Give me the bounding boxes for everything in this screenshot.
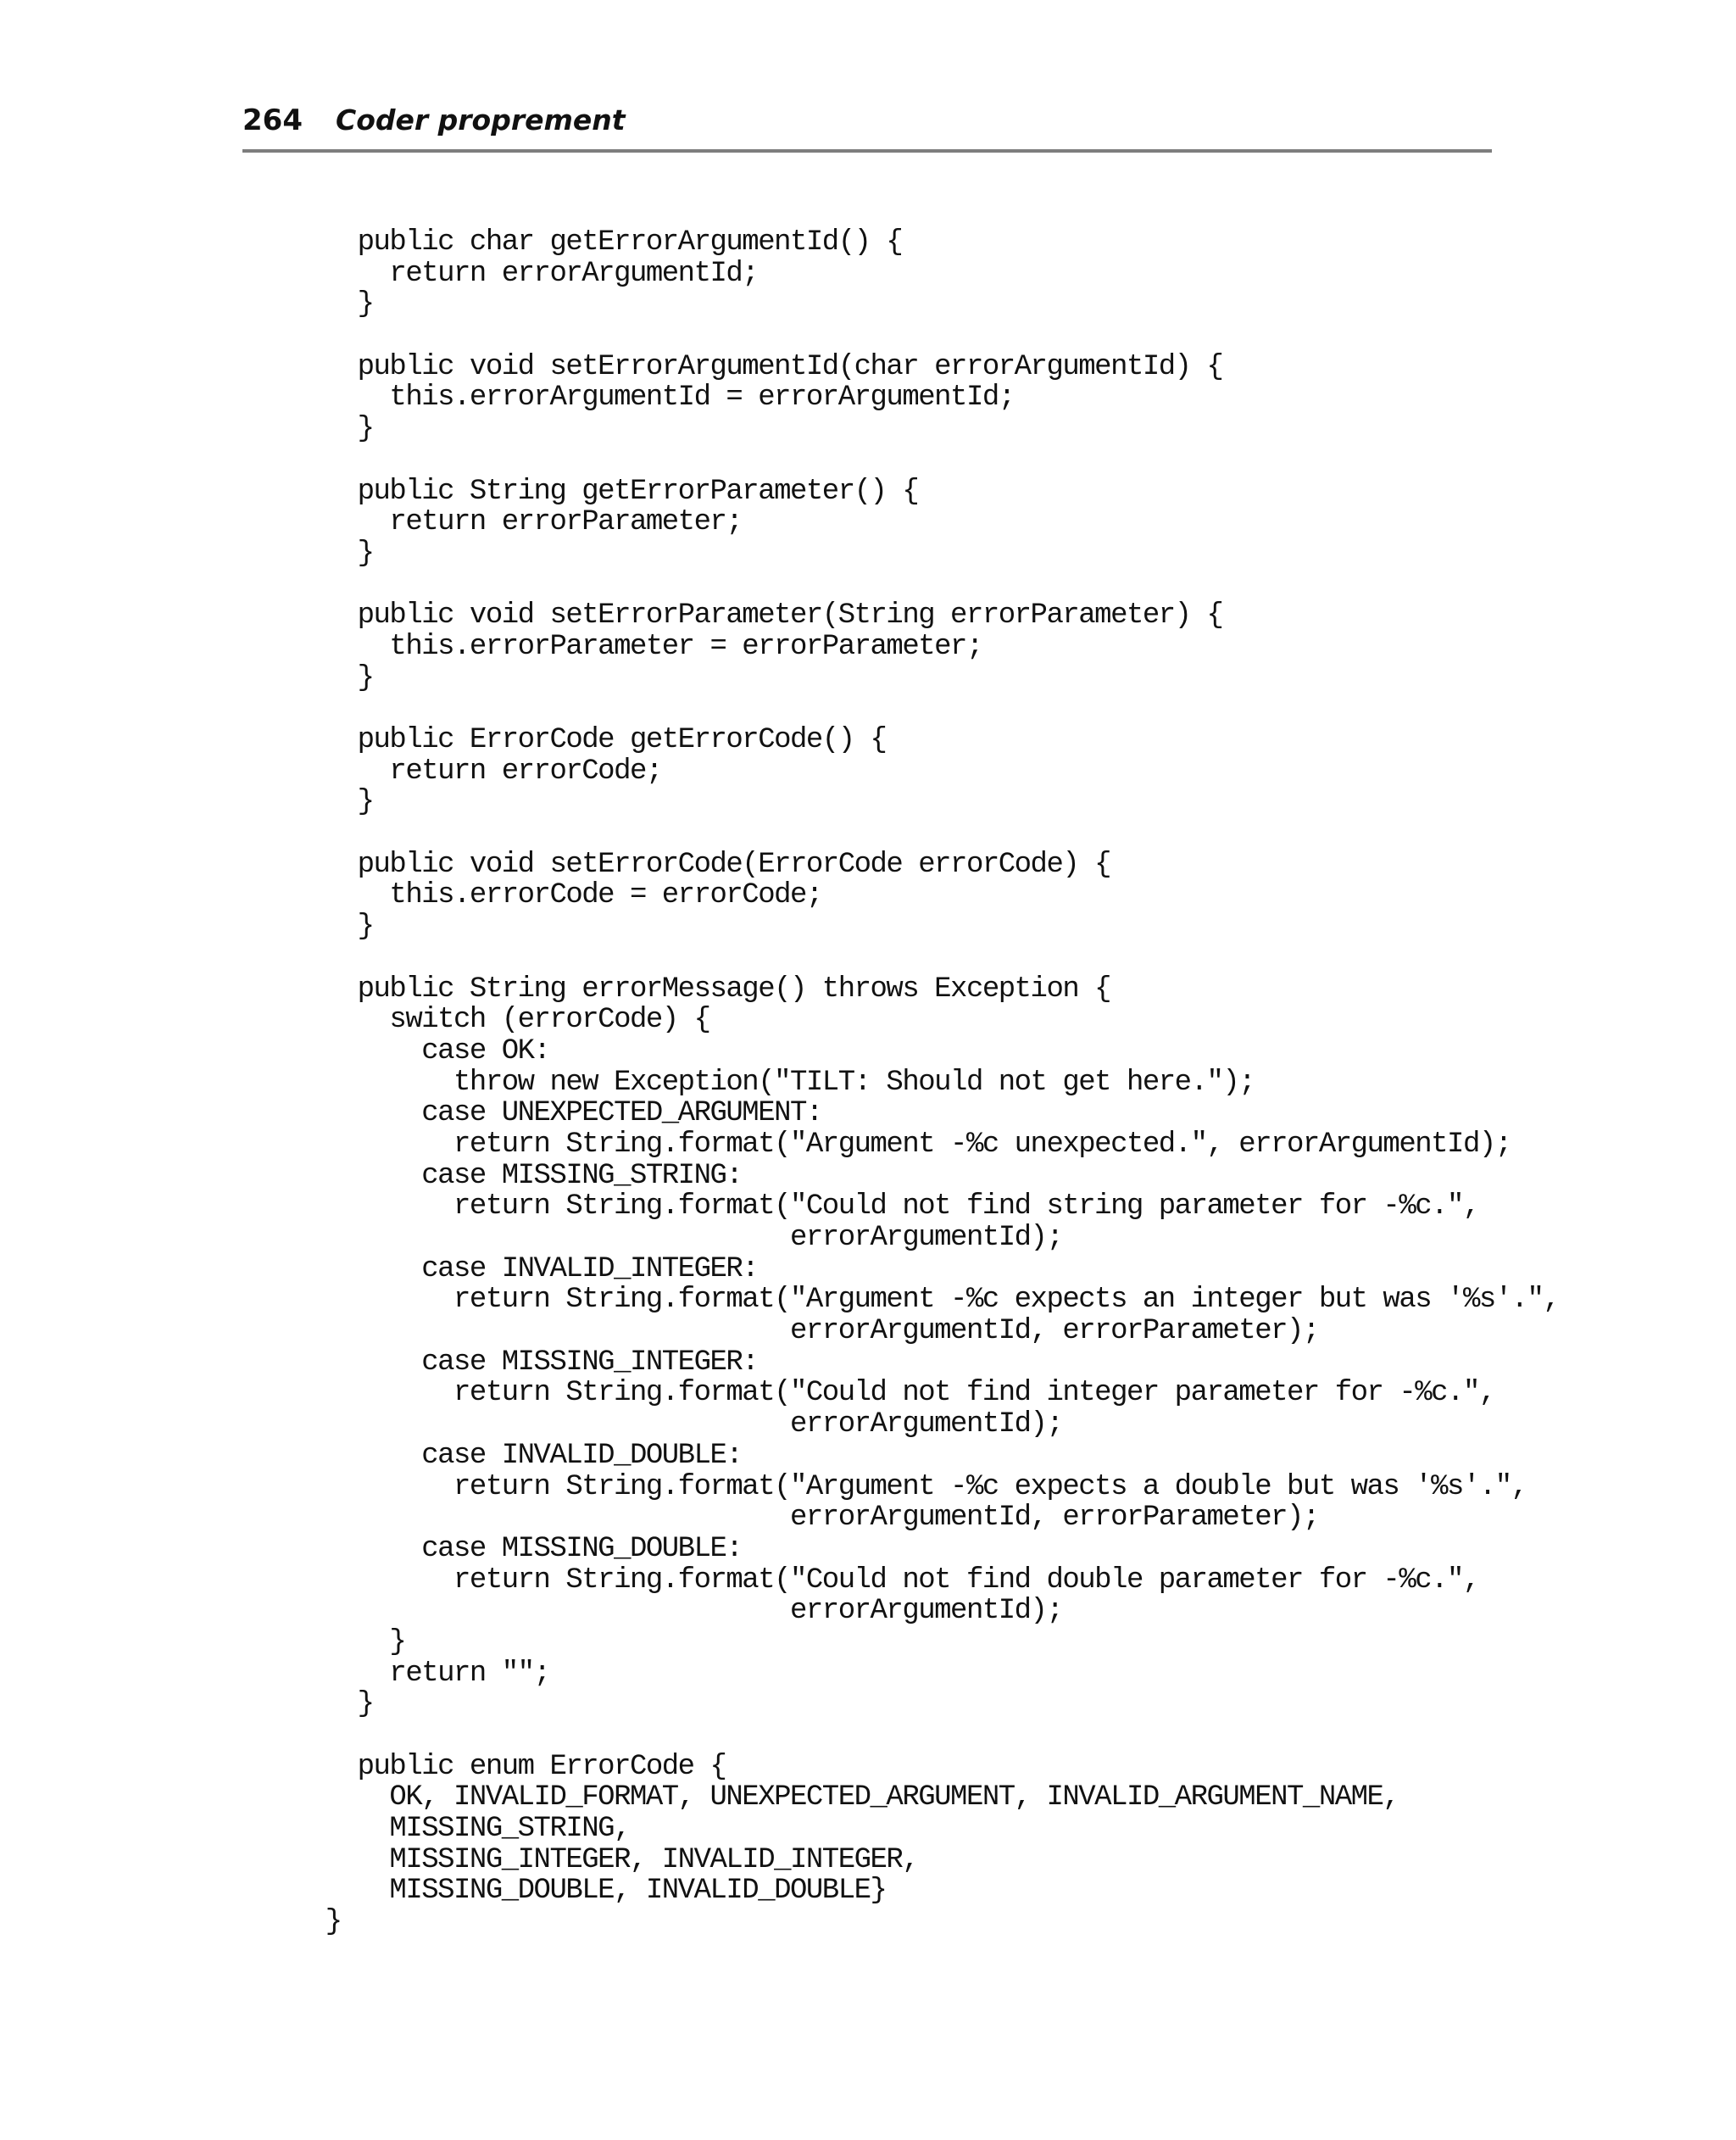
code-line: case MISSING_STRING:: [293, 1159, 743, 1192]
code-line: }: [293, 1688, 374, 1721]
page-header: [242, 100, 1492, 154]
code-line: return "";: [293, 1657, 550, 1690]
code-line: errorArgumentId);: [293, 1595, 1063, 1628]
code-line: case INVALID_INTEGER:: [293, 1252, 759, 1285]
code-line: return String.format("Could not find double parameter for -%c.",: [293, 1563, 1479, 1597]
code-line: return errorArgumentId;: [293, 257, 759, 290]
code-line: throw new Exception("TILT: Should not get here.");: [293, 1066, 1255, 1099]
code-line: [293, 320, 1497, 352]
code-line: errorArgumentId, errorParameter);: [293, 1502, 1319, 1535]
code-line: case INVALID_DOUBLE:: [293, 1439, 743, 1472]
code-line: this.errorArgumentId = errorArgumentId;: [293, 382, 1015, 415]
code-line: errorArgumentId, errorParameter);: [293, 1315, 1319, 1348]
code-line: return errorCode;: [293, 755, 662, 788]
code-line: case MISSING_DOUBLE:: [293, 1532, 743, 1565]
code-line: [293, 818, 1497, 850]
chapter-title: Coder proprement: [336, 103, 626, 137]
code-line: public void setErrorCode(ErrorCode errorCode) {: [293, 848, 1111, 881]
code-line: switch (errorCode) {: [293, 1004, 710, 1037]
code-line: errorArgumentId);: [293, 1408, 1063, 1441]
code-line: }: [293, 413, 374, 446]
code-line: [293, 694, 1497, 725]
code-line: return String.format("Argument -%c expects an integer but was '%s'.",: [293, 1284, 1560, 1317]
code-line: }: [293, 1906, 342, 1939]
code-line: public char getErrorArgumentId() {: [293, 226, 903, 259]
code-line: MISSING_INTEGER, INVALID_INTEGER,: [293, 1843, 919, 1876]
code-line: [293, 943, 1497, 974]
code-line: return String.format("Argument -%c unexpected.", errorArgumentId);: [293, 1128, 1511, 1161]
code-line: MISSING_STRING,: [293, 1813, 630, 1846]
code-line: public String errorMessage() throws Exception {: [293, 972, 1111, 1006]
code-line: public void setErrorArgumentId(char errorArgumentId) {: [293, 350, 1223, 383]
code-line: }: [293, 537, 374, 570]
code-line: [293, 570, 1497, 601]
code-line: public enum ErrorCode {: [293, 1750, 726, 1783]
code-line: public ErrorCode getErrorCode() {: [293, 724, 887, 756]
code-line: OK, INVALID_FORMAT, UNEXPECTED_ARGUMENT, INVALID_ARGUMENT_NAME,: [293, 1781, 1399, 1814]
page-number: 264: [242, 103, 303, 137]
code-line: public String getErrorParameter() {: [293, 475, 919, 508]
code-line: [293, 1720, 1497, 1752]
code-line: case OK:: [293, 1034, 550, 1067]
code-line: }: [293, 911, 374, 944]
header-rule: [242, 149, 1492, 153]
code-line: [293, 445, 1497, 476]
code-line: }: [293, 786, 374, 819]
code-line: return errorParameter;: [293, 506, 743, 539]
code-line: }: [293, 288, 374, 321]
code-line: public void setErrorParameter(String errorParameter) {: [293, 599, 1223, 633]
code-line: this.errorParameter = errorParameter;: [293, 630, 982, 663]
code-line: this.errorCode = errorCode;: [293, 879, 822, 912]
code-line: case MISSING_INTEGER:: [293, 1346, 759, 1379]
code-line: case UNEXPECTED_ARGUMENT:: [293, 1097, 822, 1130]
code-line: }: [293, 1625, 406, 1658]
code-line: MISSING_DOUBLE, INVALID_DOUBLE}: [293, 1875, 887, 1908]
code-listing: [293, 226, 1560, 1939]
code-line: return String.format("Argument -%c expects a double but was '%s'.",: [293, 1470, 1527, 1503]
code-line: return String.format("Could not find integer parameter for -%c.",: [293, 1377, 1495, 1410]
code-line: }: [293, 661, 374, 694]
code-line: errorArgumentId);: [293, 1222, 1063, 1254]
code-line: return String.format("Could not find string parameter for -%c.",: [293, 1190, 1479, 1223]
